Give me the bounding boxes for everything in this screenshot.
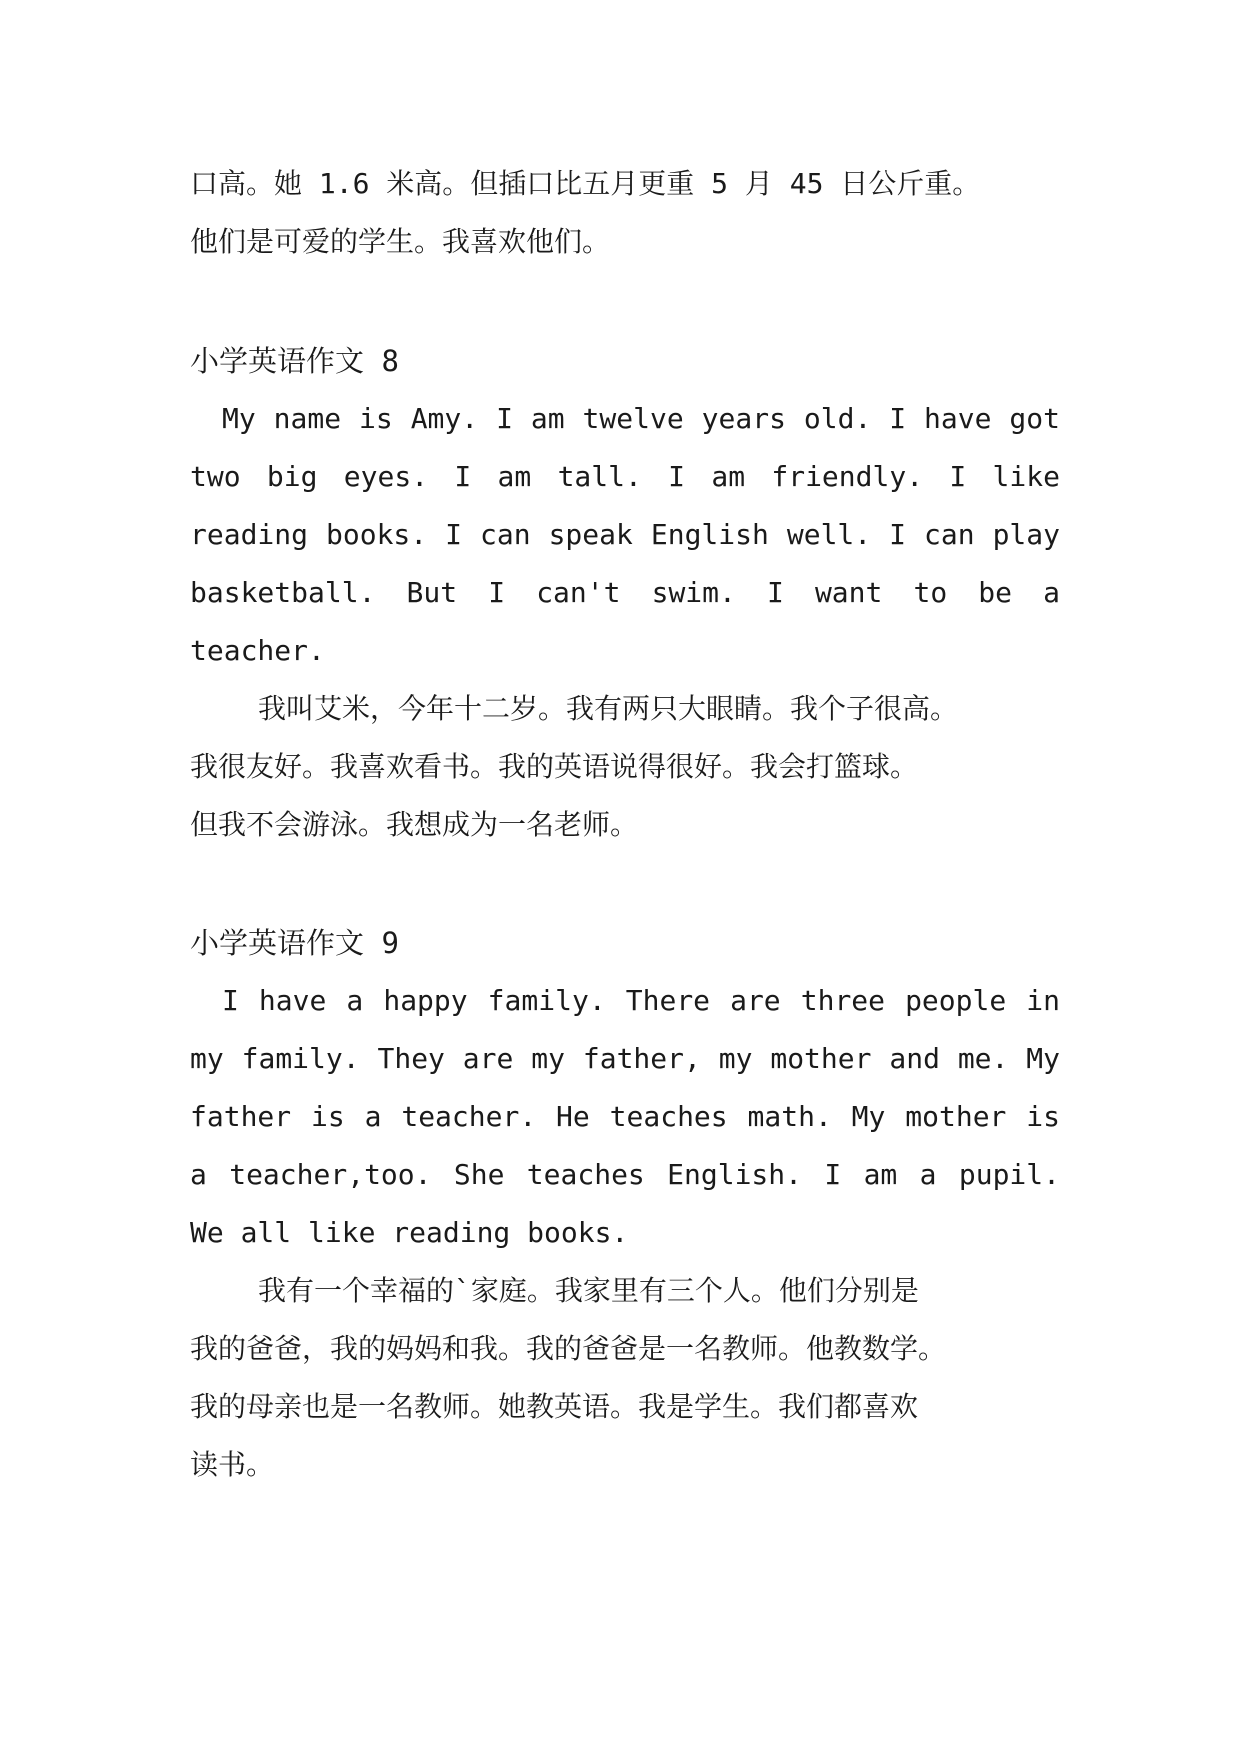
english-text-line: two big eyes. I am tall. I am friendly. I like	[190, 460, 1060, 493]
english-text-line: father is a teacher. He teaches math. My mother is	[190, 1100, 1060, 1133]
body-text-line: 口高。她 1.6 米高。但插口比五月更重 5 月 45 日公斤重。	[190, 167, 981, 200]
body-text-line: 他们是可爱的学生。我喜欢他们。	[190, 225, 611, 258]
section-heading-8: 小学英语作文 8	[190, 344, 399, 378]
english-text-line: We all like reading books.	[190, 1216, 629, 1249]
english-text-line: a teacher,too. She teaches English. I am a pupil.	[190, 1158, 1060, 1191]
chinese-text-line: 我的爸爸，我的妈妈和我。我的爸爸是一名教师。他教数学。	[190, 1332, 947, 1365]
chinese-text-line: 我的母亲也是一名教师。她教英语。我是学生。我们都喜欢	[190, 1390, 919, 1423]
section-heading-9: 小学英语作文 9	[190, 926, 399, 960]
english-text-line: basketball. But I can't swim. I want to be a	[190, 576, 1060, 609]
chinese-text-line: 我很友好。我喜欢看书。我的英语说得很好。我会打篮球。	[190, 750, 919, 783]
chinese-text-line: 但我不会游泳。我想成为一名老师。	[190, 808, 639, 841]
english-text-line: teacher.	[190, 634, 325, 667]
english-text-line: my family. They are my father, my mother and me. My	[190, 1042, 1060, 1075]
chinese-text-line: 我叫艾米，今年十二岁。我有两只大眼睛。我个子很高。	[258, 692, 959, 725]
english-text-line: I have a happy family. There are three people in	[222, 984, 1060, 1017]
chinese-text-line: 读书。	[190, 1448, 275, 1481]
english-text-line: My name is Amy. I am twelve years old. I have got	[222, 402, 1060, 435]
english-text-line: reading books. I can speak English well. I can play	[190, 518, 1060, 551]
chinese-text-line: 我有一个幸福的`家庭。我家里有三个人。他们分别是	[258, 1274, 919, 1307]
